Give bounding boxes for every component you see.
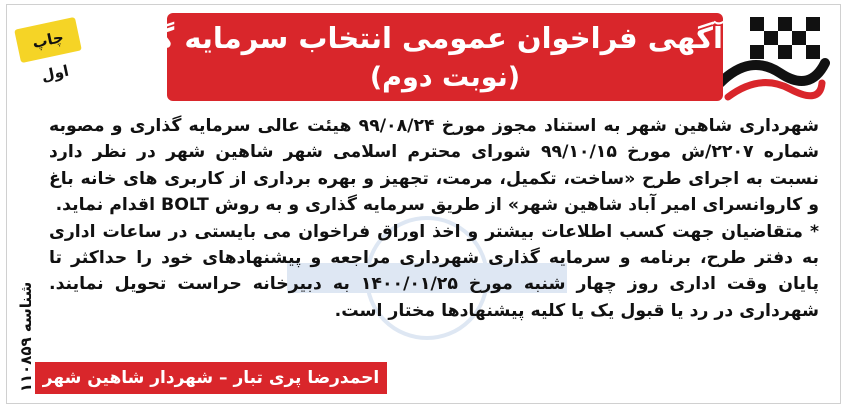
municipality-logo [710, 13, 830, 105]
page-subtitle: (نوبت دوم) [369, 62, 521, 93]
body-paragraph-1: شهرداری شاهین شهر به استناد مجوز مورخ ۹۹/۰۸/۲۴ هیئت عالی سرمایه گذاری و مصوبه شماره ۲۲۰۷/ش مورخ ۹۹/۱۰/۱۵ شورای محترم اسلامی شهر شاهین شهر در نظر دارد نسبت به اجرای طرح «ساخت، تکمیل، مرمت، تجهیز و بهره برداری از کاربری های خانه باغ و کاروانسرای امیر آباد شاهین شهر» از طریق سرمایه گذاری و به روش BOLT اقدام نماید. [49, 116, 819, 216]
side-code: شناسه ۱۱۰۸۵۹ [17, 281, 35, 393]
title-banner [114, 13, 723, 101]
body-paragraph-2: * متقاضیان جهت کسب اطلاعات بیشتر و اخذ اوراق فراخوان می بایستی در ساعات اداری به دفتر طرح، برنامه و سرمایه گذاری شهرداری مراجعه و پیشنهادهای خود را حداکثر تا پایان وقت اداری روز چهار شنبه مورخ ۱۴۰۰/۰۱/۲۵ به دبیرخانه حراست تحویل نمایند. شهرداری در رد یا قبول یک یا کلیه پیشنهادها مختار است. [49, 221, 819, 321]
signature-bar: احمدرضا پری تبار – شهردار شاهین شهر [35, 362, 387, 394]
announcement-body [49, 113, 819, 371]
page-title: آگهی فراخوان عمومی انتخاب سرمایه گذار [114, 21, 723, 55]
advertisement-frame [6, 4, 841, 404]
edition-badge: چاپ اول [14, 17, 82, 63]
